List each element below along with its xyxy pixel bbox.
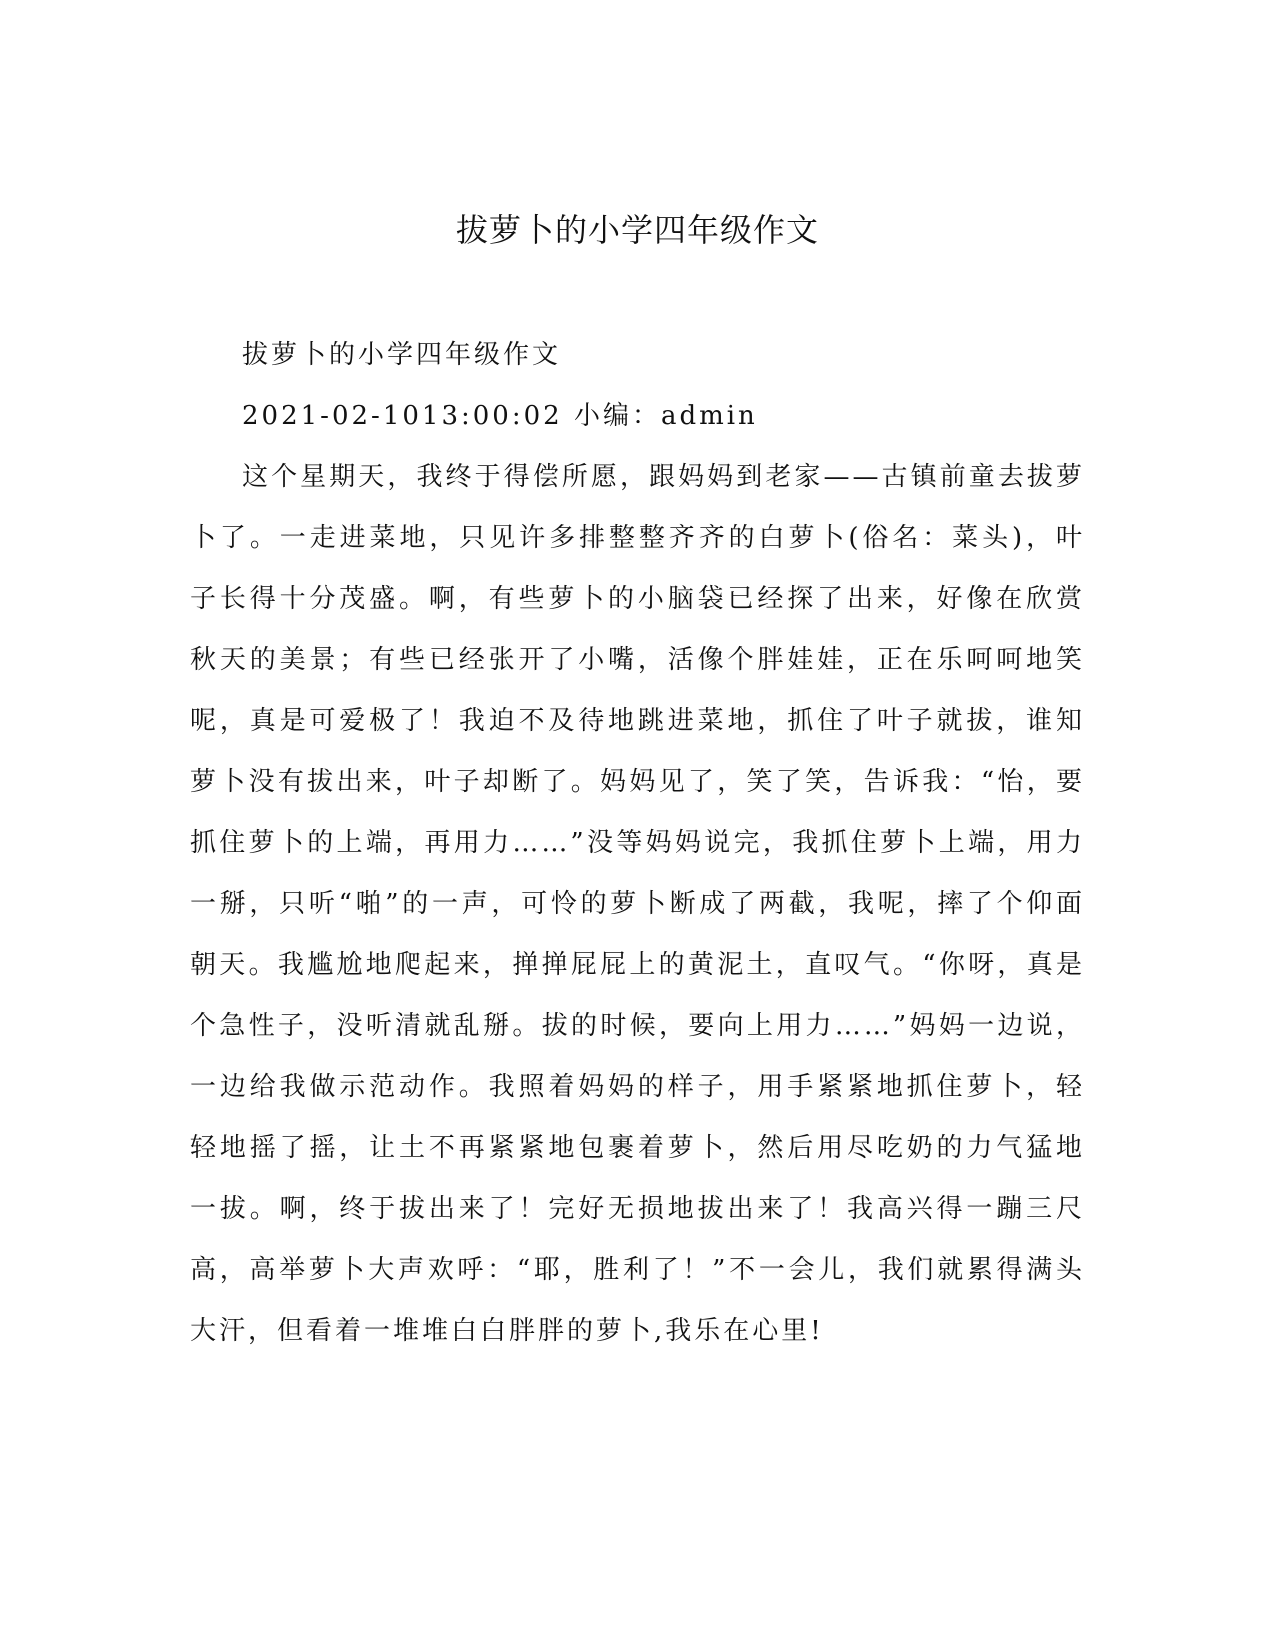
document-body: [190, 325, 1085, 1362]
document-meta-line: 2021-02-1013:00:02 小编：admin: [242, 401, 758, 431]
document-paragraph: 这个星期天，我终于得偿所愿，跟妈妈到老家——古镇前童去拔萝卜了。一走进菜地，只见许多排整整齐齐的白萝卜(俗名：菜头)，叶子长得十分茂盛。啊，有些萝卜的小脑袋已经探了出来，好像在欣赏秋天的美景；有些已经张开了小嘴，活像个胖娃娃，正在乐呵呵地笑呢，真是可爱极了！我迫不及待地跳进菜地，抓住了叶子就拔，谁知萝卜没有拔出来，叶子却断了。妈妈见了，笑了笑，告诉我：“怡，要抓住萝卜的上端，再用力……”没等妈妈说完，我抓住萝卜上端，用力一掰，只听“啪”的一声，可怜的萝卜断成了两截，我呢，摔了个仰面朝天。我尴尬地爬起来，掸掸屁屁上的黄泥土，直叹气。“你呀，真是个急性子，没听清就乱掰。拔的时候，要向上用力……”妈妈一边说，一边给我做示范动作。我照着妈妈的样子，用手紧紧地抓住萝卜，轻轻地摇了摇，让土不再紧紧地包裹着萝卜，然后用尽吃奶的力气猛地一拔。啊，终于拔出来了！完好无损地拔出来了！我高兴得一蹦三尺高，高举萝卜大声欢呼：“耶，胜利了！”不一会儿，我们就累得满头大汗，但看着一堆堆白白胖胖的萝卜,我乐在心里!: [190, 462, 1085, 1346]
document-subtitle: 拔萝卜的小学四年级作文: [242, 340, 562, 370]
document-title: 拔萝卜的小学四年级作文: [455, 211, 819, 249]
